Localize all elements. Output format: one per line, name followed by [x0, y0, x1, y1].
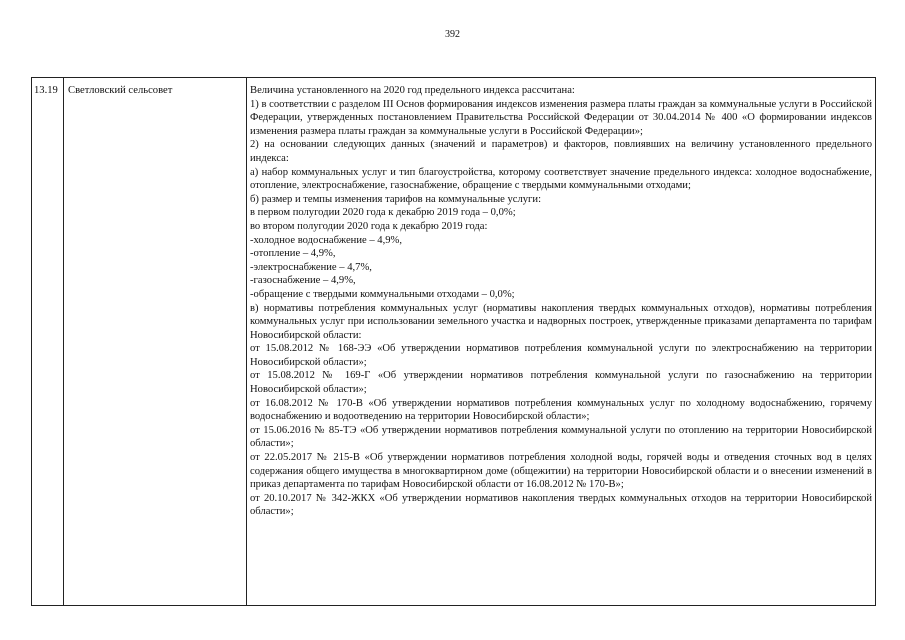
paragraph: -газоснабжение – 4,9%, [250, 275, 356, 287]
paragraph: от 20.10.2017 № 342-ЖКХ «Об утверждении нормативов накопления твердых коммунальных отходов на территории Новосибирской области»; [250, 492, 872, 518]
row-number: 13.19 [32, 78, 64, 606]
paragraph: 2) на основании следующих данных (значений и параметров) и факторов, повлиявших на величину установленного предельного индекса: [250, 139, 872, 164]
paragraph: -электроснабжение – 4,7%, [250, 261, 372, 273]
paragraph: -холодное водоснабжение – 4,9%, [250, 234, 402, 246]
paragraph: -отопление – 4,9%, [250, 248, 336, 260]
paragraph: от 22.05.2017 № 215-В «Об утверждении нормативов потребления холодной воды, горячей воды и отведения сточных вод в целях содержания общего имущества в многоквартирном доме (общежитии) на территории Новосибирской области и о внесении изменений в приказ департамента по тарифам Новосибирской области от 16.08.2012 № 170-В»; [250, 452, 872, 491]
paragraph: от 15.08.2012 № 169-Г «Об утверждении нормативов потребления коммунальной услуги по газоснабжению на территории Новосибирской области»; [250, 370, 872, 396]
paragraph: от 15.06.2016 № 85-ТЭ «Об утверждении нормативов потребления коммунальной услуги по отоплению на территории Новосибирской области»; [250, 424, 872, 450]
paragraph: 1) в соответствии с разделом III Основ формирования индексов изменения размера платы граждан за коммунальные услуги в Российской Федерации, утвержденных постановлением Правительства Российской Федерации от 30.04.2014 № 400 «О формировании индексов изменения размера платы граждан за коммунальные услуги в Российской Федерации»; [250, 98, 872, 137]
paragraph: -обращение с твердыми коммунальными отходами – 0,0%; [250, 288, 515, 300]
document-table [31, 77, 876, 606]
paragraph: Величина установленного на 2020 год предельного индекса рассчитана: [250, 85, 575, 96]
paragraph: от 16.08.2012 № 170-В «Об утверждении нормативов потребления коммунальных услуг по холодному водоснабжению, горячему водоснабжению и водоотведению на территории Новосибирской области»; [250, 397, 872, 423]
paragraph: в первом полугодии 2020 года к декабрю 2019 года – 0,0%; [250, 207, 516, 219]
page-number: 392 [445, 29, 460, 40]
paragraph: от 15.08.2012 № 168-ЭЭ «Об утверждении нормативов потребления коммунальной услуги по электроснабжению на территории Новосибирской области»; [250, 343, 872, 368]
description-cell [247, 78, 876, 606]
table-row [32, 78, 876, 606]
paragraph: б) размер и темпы изменения тарифов на коммунальные услуги: [250, 193, 542, 205]
paragraph: в) нормативы потребления коммунальных услуг (нормативы накопления твердых коммунальных отходов), нормативы потребления коммунальных услуг при использовании земельного участка и надворных построек, утвержденные приказами департамента по тарифам Новосибирской области: [250, 302, 872, 341]
paragraph: а) набор коммунальных услуг и тип благоустройства, которому соответствует значение предельного индекса: холодное водоснабжение, отопление, электроснабжение, газоснабжение, обращение с твердыми коммунальными отходами; [250, 166, 872, 192]
paragraph: во втором полугодии 2020 года к декабрю 2019 года: [250, 220, 488, 232]
municipality-name: Светловский сельсовет [64, 78, 247, 606]
